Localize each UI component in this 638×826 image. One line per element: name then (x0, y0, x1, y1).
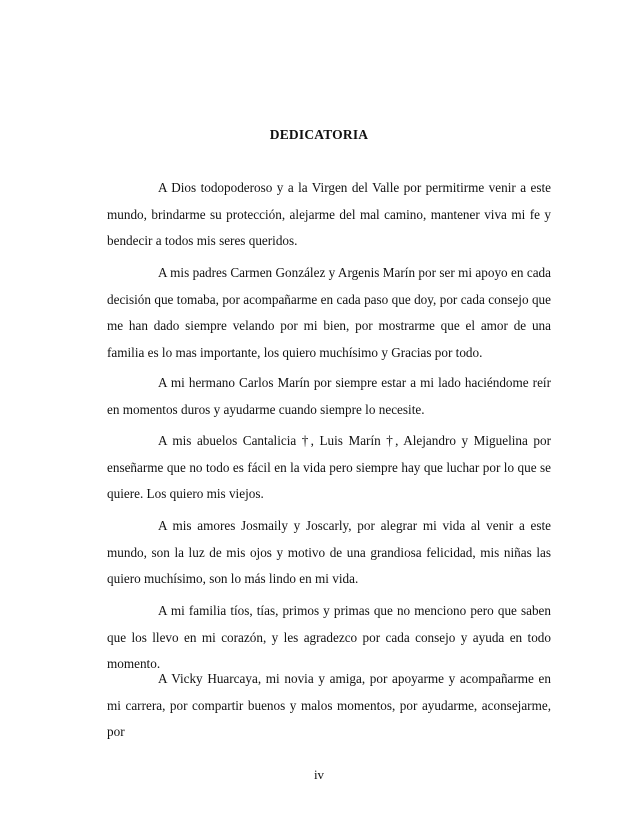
dedication-paragraph-girlfriend: A Vicky Huarcaya, mi novia y amiga, por apoyarme y acompañarme en mi carrera, por compartir buenos y malos momentos, por ayudarme, aconsejarme, por (107, 671, 551, 739)
dedication-paragraph-family: A mi familia tíos, tías, primos y primas que no menciono pero que saben que los llevo en mi corazón, y les agradezco por cada consejo y ayuda en todo momento. (107, 603, 551, 671)
dedication-paragraph-brother: A mi hermano Carlos Marín por siempre estar a mi lado haciéndome reír en momentos duros y ayudarme cuando siempre lo necesite. (107, 375, 551, 417)
dedication-paragraph-grandparents: A mis abuelos Cantalicia †, Luis Marín †, Alejandro y Miguelina por enseñarme que no todo es fácil en la vida pero siempre hay que luchar por lo que se quiere. Los quiero mis viejos. (107, 433, 551, 501)
page-number: iv (313, 767, 325, 782)
dedication-paragraph-parents: A mis padres Carmen González y Argenis Marín por ser mi apoyo en cada decisión que tomaba, por acompañarme en cada paso que doy, por cada consejo que me han dado siempre velando por mi bien, por mostrarme que el amor de una familia es lo mas importante, los quiero muchísimo y Gracias por todo. (107, 265, 551, 360)
dedication-paragraph-god: A Dios todopoderoso y a la Virgen del Valle por permitirme venir a este mundo, brindarme su protección, alejarme del mal camino, mantener viva mi fe y bendecir a todos mis seres queridos. (107, 180, 551, 248)
page-title: DEDICATORIA (269, 127, 369, 142)
dedication-paragraph-daughters: A mis amores Josmaily y Joscarly, por alegrar mi vida al venir a este mundo, son la luz de mis ojos y motivo de una grandiosa felicidad, mis niñas las quiero muchísimo, son lo más lindo en mi vida. (107, 518, 551, 586)
